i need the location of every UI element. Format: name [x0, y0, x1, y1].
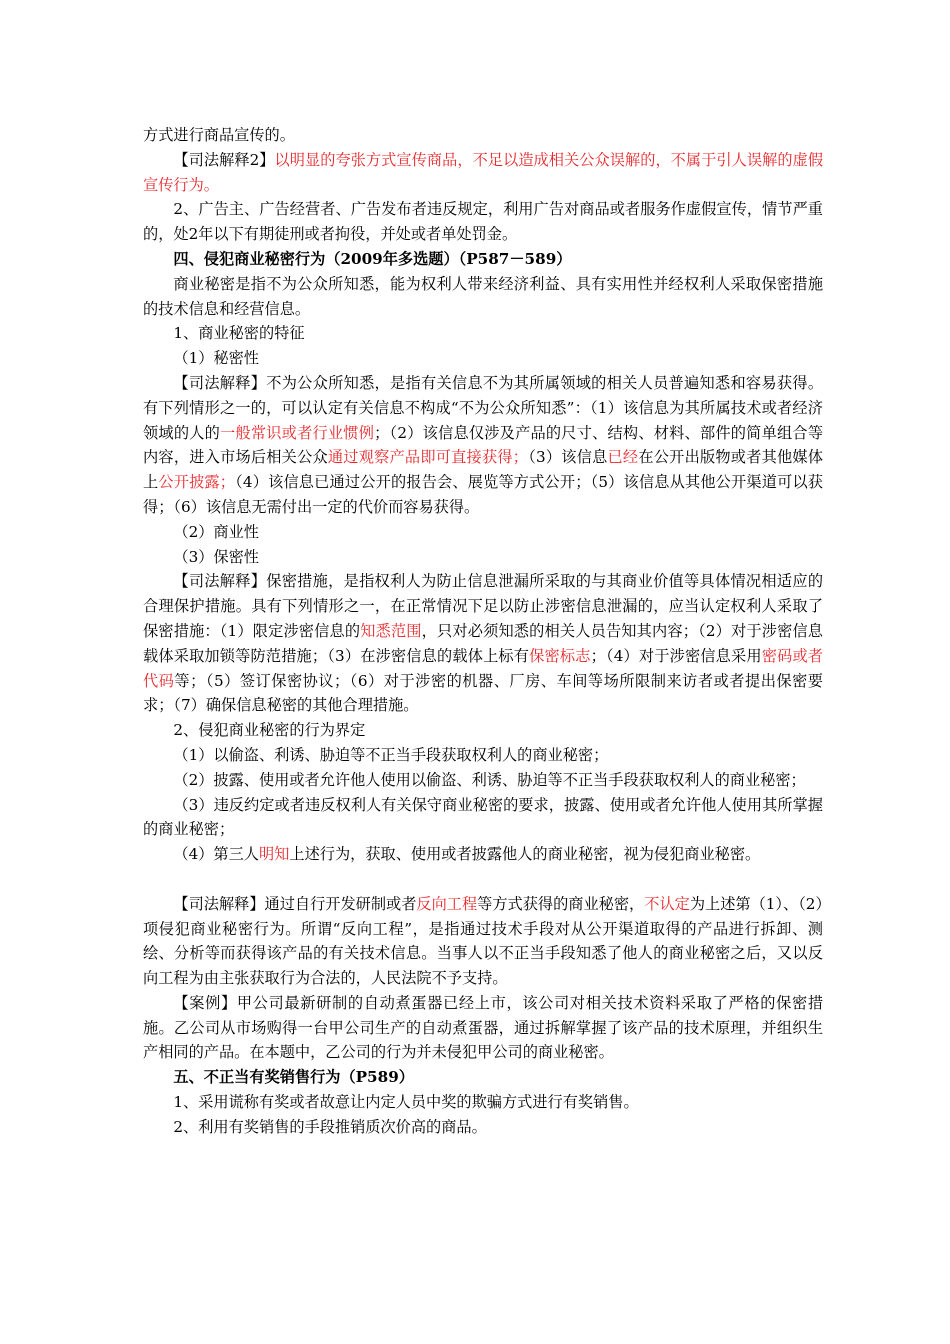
- text-run: 上述行为，获取、使用或者披露他人的商业秘密，视为侵犯商业秘密。: [289, 845, 761, 864]
- highlighted-text: 公开披露；: [158, 473, 235, 492]
- highlighted-text: 反向工程: [416, 894, 478, 913]
- paragraph: [143, 520, 823, 545]
- text-run: 【案例】甲公司最新研制的自动煮蛋器已经上市，该公司对相关技术资料采取了严格的保密措施。乙公司从市场购得一台甲公司生产的自动煮蛋器，通过拆解掌握了该产品的技术原理，并组织生产相同的产品。在本题中，乙公司的行为并未侵犯甲公司的商业秘密。: [143, 993, 823, 1062]
- paragraph: [143, 321, 823, 346]
- text-run: 【司法解释】通过自行开发研制或者: [173, 894, 417, 913]
- text-run: （1）以偷盗、利诱、胁迫等不正当手段获取权利人的商业秘密；: [173, 745, 609, 764]
- paragraph: [143, 718, 823, 743]
- text-run: 四、侵犯商业秘密行为（2009年多选题）（P587－589）: [173, 249, 572, 268]
- text-run: 等；（5）签订保密协议；（6）对于涉密的机器、厂房、车间等场所限制来访者或者提出保密要求；（7）确保信息秘密的其他合理措施。: [143, 671, 823, 715]
- paragraph: [143, 545, 823, 570]
- text-run: ；（2）该信息仅涉及产品的尺寸、结构、材料、部件的简单组合等内容，进入市场后相关公众: [143, 423, 824, 467]
- paragraph: [143, 768, 823, 793]
- text-run: （4）第三人: [173, 845, 259, 864]
- text-run: 2、广告主、广告经营者、广告发布者违反规定，利用广告对商品或者服务作虚假宣传，情节严重的，处2年以下有期徒刑或者拘役，并处或者单处罚金。: [143, 200, 823, 244]
- text-run: ；（4）对于涉密信息采用: [590, 646, 762, 665]
- highlighted-text: 保密标志: [529, 646, 591, 665]
- text-run: （3）违反约定或者违反权利人有关保守商业秘密的要求，披露、使用或者允许他人使用其所掌握的商业秘密；: [143, 795, 823, 839]
- text-run: 五、不正当有奖销售行为（P589）: [173, 1068, 414, 1087]
- paragraph: [143, 793, 823, 843]
- highlighted-text: 知悉范围: [360, 621, 422, 640]
- paragraph: [143, 346, 823, 371]
- text-run: （4）该信息已通过公开的报告会、展览等方式公开；（5）该信息从其他公开渠道可以获得；（6）该信息无需付出一定的代价而容易获得。: [143, 473, 823, 516]
- paragraph: [143, 148, 823, 198]
- highlighted-text: 通过观察产品即可直接获得；: [327, 448, 528, 467]
- text-run: 在公开出版物或者其他媒体上: [143, 448, 824, 492]
- text-run: （2）披露、使用或者允许他人使用以偷盗、利诱、胁迫等不正当手段获取权利人的商业秘密；: [173, 770, 806, 789]
- text-run: 等方式获得的商业秘密，: [477, 894, 645, 913]
- highlighted-text: 不认定: [644, 894, 690, 913]
- section-heading: [143, 247, 823, 272]
- paragraph: [143, 892, 823, 991]
- paragraph: [143, 842, 823, 867]
- text-run: 商业秘密是指不为公众所知悉，能为权利人带来经济利益、具有实用性并经权利人采取保密措施的技术信息和经营信息。: [143, 274, 823, 318]
- text-run: 2、利用有奖销售的手段推销质次价高的商品。: [173, 1117, 487, 1136]
- text-run: （1）秘密性: [173, 349, 259, 368]
- text-run: （3）保密性: [173, 547, 259, 566]
- text-run: 【司法解释】不为公众所知悉，是指有关信息不为其所属领域的相关人员普遍知悉和容易获得。有下列情形之一的，可以认定有关信息不构成“不为公众所知悉”：（1）该信息为其所属技术或者经济领域的人的: [143, 373, 823, 442]
- highlighted-text: 一般常识或者行业惯例: [220, 423, 375, 442]
- text-run: 为上述第（1）、（2）项侵犯商业秘密行为。所谓“反向工程”，是指通过技术手段对从公开渠道取得的产品进行拆卸、测绘、分析等而获得该产品的有关技术信息。当事人以不正当手段知悉了他人的商业秘密之后，又以反向工程为由主张获取行为合法的，人民法院不予支持。: [143, 894, 824, 988]
- text-run: 2、侵犯商业秘密的行为界定: [173, 721, 366, 740]
- paragraph: [143, 991, 823, 1065]
- text-run: 1、采用谎称有奖或者故意让内定人员中奖的欺骗方式进行有奖销售。: [173, 1093, 639, 1112]
- highlighted-text: 已经: [607, 448, 639, 467]
- paragraph: [143, 1115, 823, 1140]
- text-run: 【司法解释】保密措施，是指权利人为防止信息泄漏所采取的与其商业价值等具体情况相适应的合理保护措施。具有下列情形之一，在正常情况下足以防止涉密信息泄漏的，应当认定权利人采取了保密措施：（1）限定涉密信息的: [143, 572, 823, 640]
- paragraph: [143, 743, 823, 768]
- paragraph: [143, 272, 823, 322]
- highlighted-text: 明知: [259, 845, 290, 864]
- highlighted-text: 以明显的夸张方式宣传商品，不足以造成相关公众误解的，不属于引人误解的虚假宣传行为。: [143, 150, 823, 194]
- paragraph: [143, 569, 823, 718]
- text-run: 1、商业秘密的特征: [173, 324, 305, 343]
- text-run: （2）商业性: [173, 522, 259, 541]
- paragraph: [143, 1090, 823, 1115]
- text-run: 方式进行商品宣传的。: [143, 126, 295, 144]
- text-run: （3）该信息: [527, 448, 608, 467]
- section-heading: [143, 1065, 823, 1090]
- text-run: ，只对必须知悉的相关人员告知其内容；（2）对于涉密信息载体采取加锁等防范措施；（3）在涉密信息的载体上标有: [143, 621, 823, 665]
- paragraph: [143, 371, 823, 520]
- text-run: 【司法解释2】: [173, 150, 275, 169]
- highlighted-text: 密码或者代码: [143, 646, 823, 690]
- paragraph: [143, 123, 823, 148]
- document-body: [143, 123, 823, 1140]
- blank-line: [143, 867, 823, 892]
- paragraph: [143, 197, 823, 247]
